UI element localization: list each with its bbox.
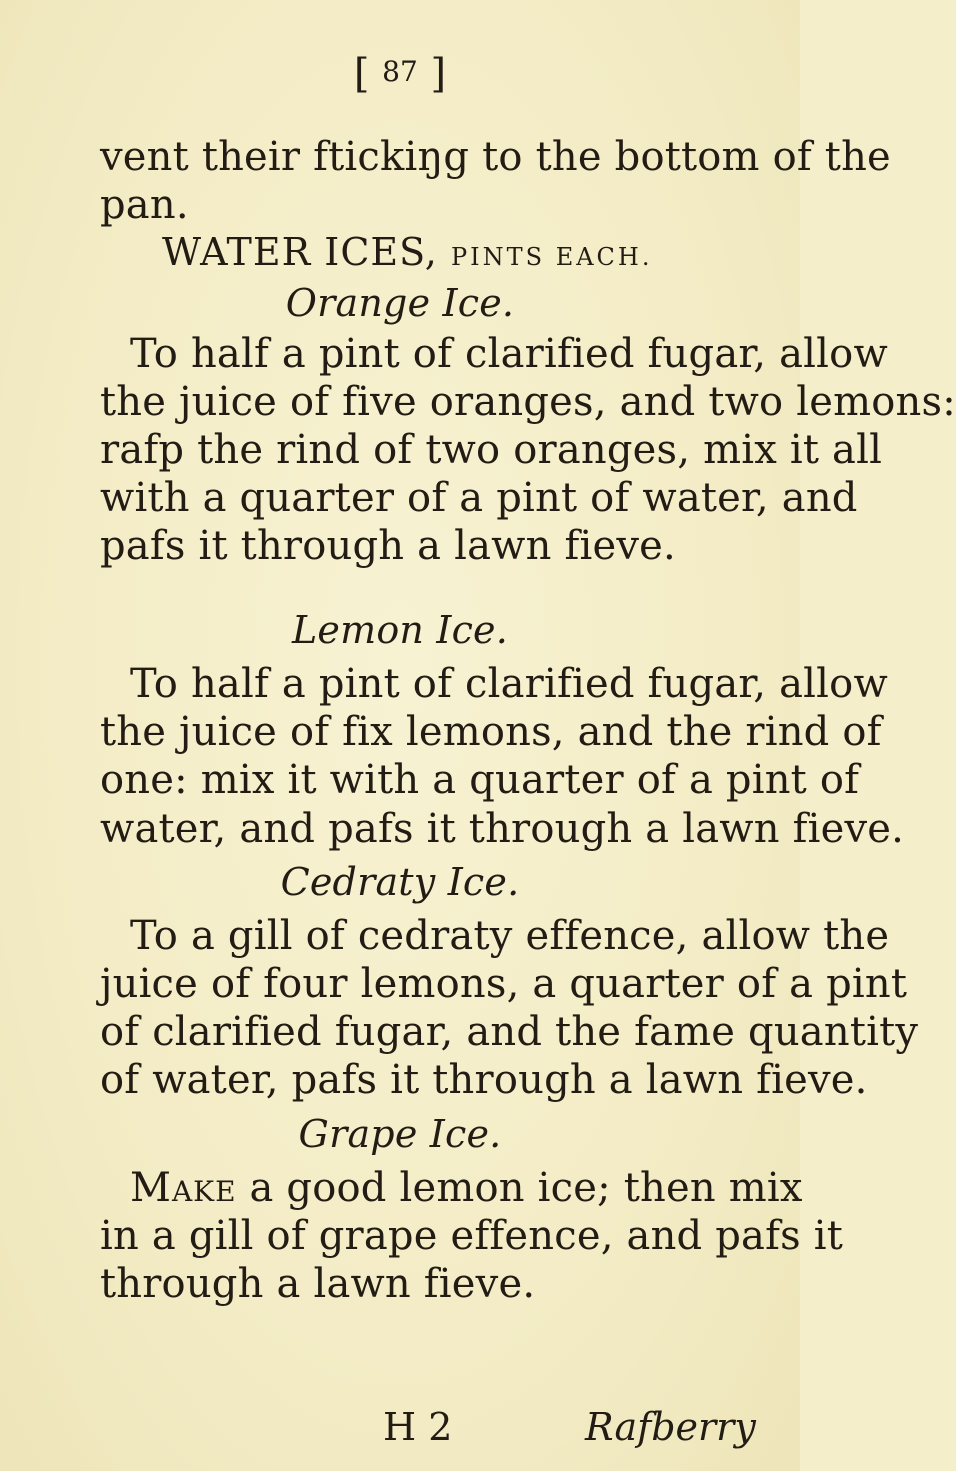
signature-mark: H 2 bbox=[383, 1405, 453, 1449]
recipe-line: of water, pafs it through a lawn fieve. bbox=[100, 1057, 868, 1103]
recipe-line: of clarified fugar, and the fame quantity bbox=[100, 1009, 919, 1055]
recipe-line: To a gill of cedraty effence, allow the bbox=[130, 913, 890, 959]
section-subtitle: PINTS EACH. bbox=[450, 243, 653, 271]
recipe-line: To half a pint of clarified fugar, allow bbox=[130, 661, 888, 707]
recipe-line bbox=[130, 1164, 803, 1212]
recipe-first-word: Make bbox=[130, 1165, 237, 1211]
recipe-line: water, and pafs it through a lawn fieve. bbox=[100, 806, 905, 852]
recipe-line: To half a pint of clarified fugar, allow bbox=[130, 331, 888, 377]
opening-line-1: vent their ftickiŋg to the bottom of the bbox=[100, 134, 891, 180]
recipe-first-line-rest: a good lemon ice; then mix bbox=[236, 1165, 803, 1211]
section-title: WATER ICES, bbox=[162, 230, 438, 274]
page-number-open-bracket: [ bbox=[353, 51, 370, 97]
recipe-title-grape: Grape Ice. bbox=[298, 1112, 502, 1156]
recipe-line: one: mix it with a quarter of a pint of bbox=[100, 757, 860, 803]
recipe-line: pafs it through a lawn fieve. bbox=[100, 523, 676, 569]
page-number bbox=[0, 48, 800, 98]
section-heading bbox=[162, 228, 652, 281]
recipe-line: juice of four lemons, a quarter of a pint bbox=[100, 961, 908, 1007]
recipe-line: the juice of five oranges, and two lemons: bbox=[100, 379, 956, 425]
catchword: Rafberry bbox=[585, 1405, 756, 1449]
recipe-line: the juice of fix lemons, and the rind of bbox=[100, 709, 882, 755]
recipe-title-lemon: Lemon Ice. bbox=[291, 608, 509, 652]
recipe-title-cedraty: Cedraty Ice. bbox=[280, 860, 520, 904]
opening-line-2: pan. bbox=[100, 182, 189, 228]
recipe-title-orange: Orange Ice. bbox=[285, 281, 515, 325]
page-number-close-bracket: ] bbox=[430, 51, 447, 97]
recipe-line: with a quarter of a pint of water, and bbox=[100, 475, 858, 521]
recipe-line: rafp the rind of two oranges, mix it all bbox=[100, 427, 883, 473]
recipe-line: through a lawn fieve. bbox=[100, 1261, 536, 1307]
page-number-value: 87 bbox=[382, 55, 418, 88]
recipe-line: in a gill of grape effence, and pafs it bbox=[100, 1213, 844, 1259]
